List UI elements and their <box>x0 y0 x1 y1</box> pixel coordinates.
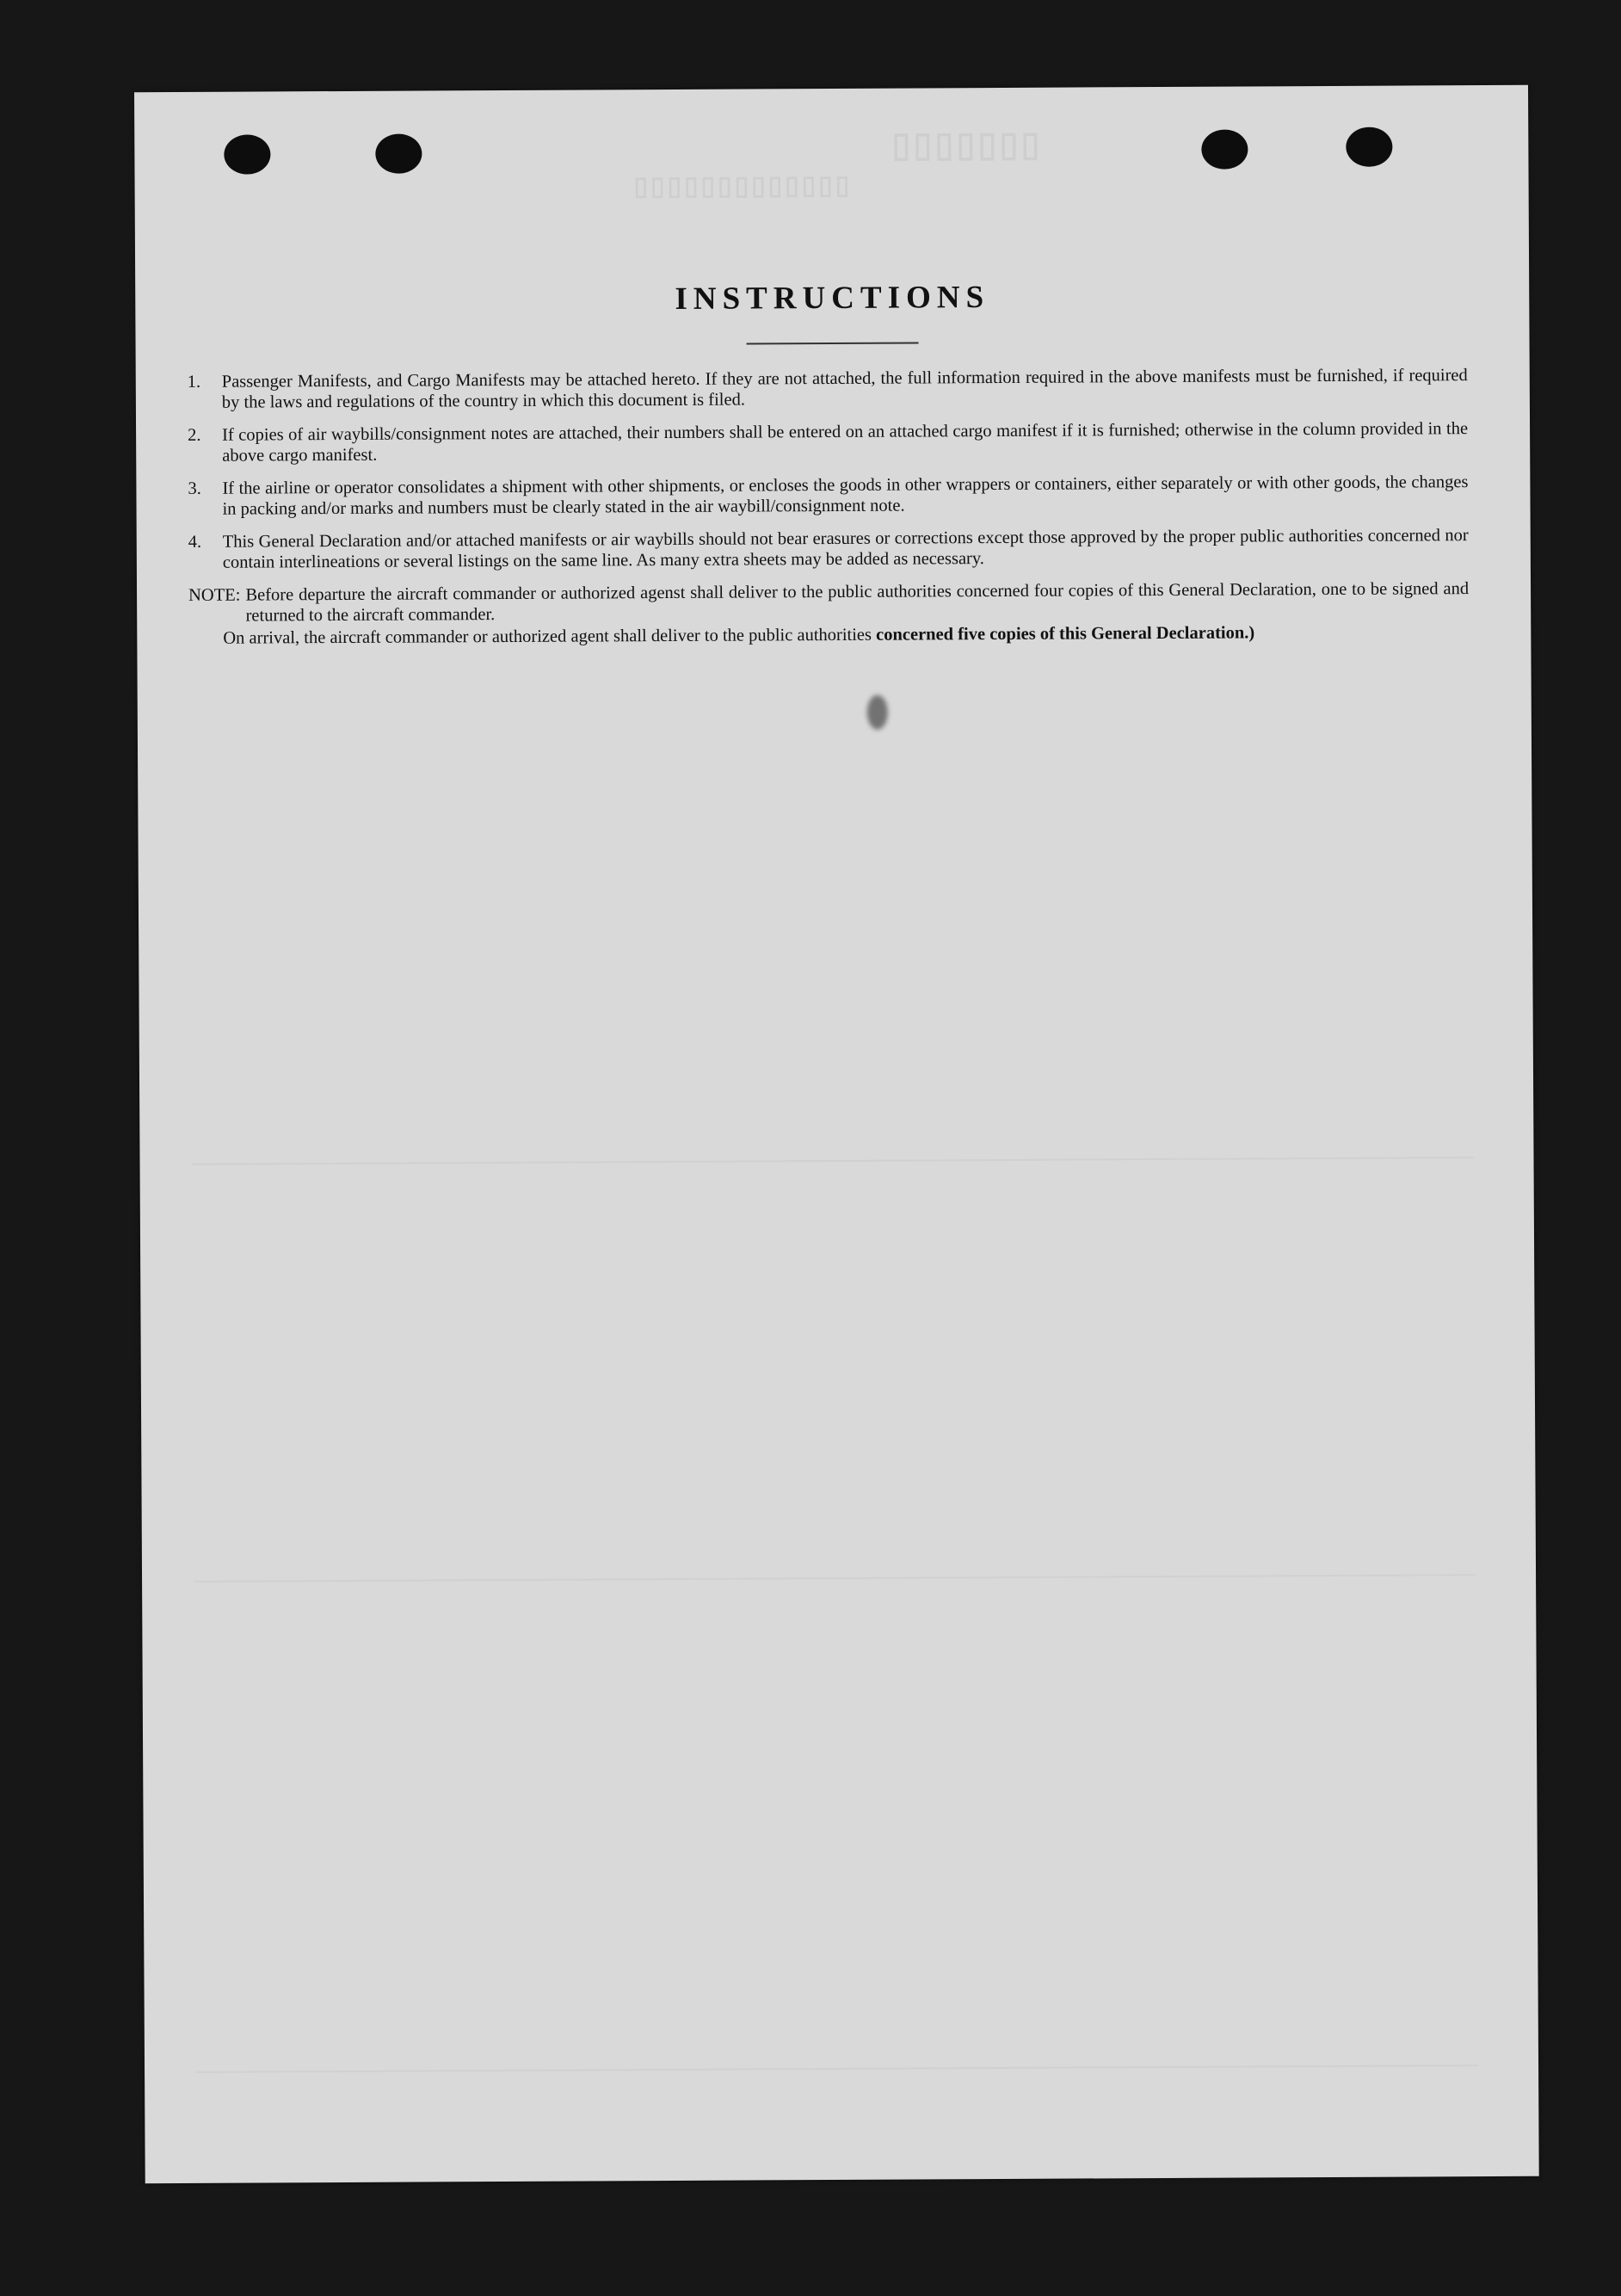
instruction-text: Passenger Manifests, and Cargo Manifests may be attached hereto. If they are not attached, the full information required in the above manifests must be furnished, if required by the laws and regulations of the country in which this document is filed. <box>221 366 1468 412</box>
note-departure-text: Before departure the aircraft commander or authorized agenst shall deliver to the public authorities concerned four copies of this General Declaration, one to be signed and returned to the aircraft commander. <box>245 579 1470 626</box>
instruction-number: 4. <box>188 532 202 552</box>
note-arrival-emphasis: concerned five copies of this General Declaration.) <box>876 623 1255 645</box>
page-title: INSTRUCTIONS <box>675 280 990 317</box>
punch-hole <box>1346 127 1392 167</box>
note-label: NOTE: <box>188 585 241 605</box>
bleed-through <box>196 2065 1478 2073</box>
instructions-list <box>188 365 1470 649</box>
instruction-text: If copies of air waybills/consignment notes are attached, their numbers shall be entered on an attached cargo manifest if it is furnished; otherwise in the column provided in the above cargo manifest. <box>222 419 1469 466</box>
bleed-through <box>194 1574 1476 1583</box>
punch-hole <box>375 133 422 173</box>
note-block <box>188 578 1469 649</box>
instruction-number: 3. <box>188 478 201 498</box>
ink-smudge <box>867 695 888 730</box>
instruction-item <box>188 418 1468 466</box>
instruction-item <box>188 365 1468 413</box>
bleed-through: ▯▯▯▯▯▯▯▯▯▯▯▯▯ <box>633 170 853 201</box>
instruction-number: 2. <box>188 425 201 445</box>
instruction-item <box>188 472 1468 520</box>
instruction-number: 1. <box>187 372 201 392</box>
instruction-text: If the airline or operator consolidates a shipment with other shipments, or encloses the goods in other wrappers or containers, either separately or with other goods, the changes in packing and/or marks and numbers must be clearly stated in the air waybill/consignment note. <box>222 472 1469 519</box>
instruction-text: This General Declaration and/or attached manifests or air waybills should not bear erasures or corrections except those approved by the proper public authorities concerned nor contain interlineations or several listings on the same line. As many extra sheets may be added as necessary. <box>222 526 1469 572</box>
note-arrival <box>223 621 1469 649</box>
instruction-item <box>188 525 1469 573</box>
punch-hole <box>1201 129 1248 169</box>
title-underline <box>747 342 919 344</box>
bleed-through <box>192 1157 1474 1165</box>
bleed-through: ▯▯▯▯▯▯▯ <box>891 124 1043 164</box>
punch-hole <box>224 134 270 174</box>
paper-sheet <box>134 85 1539 2183</box>
note-arrival-text: On arrival, the aircraft commander or authorized agent shall deliver to the public authorities <box>223 625 872 648</box>
